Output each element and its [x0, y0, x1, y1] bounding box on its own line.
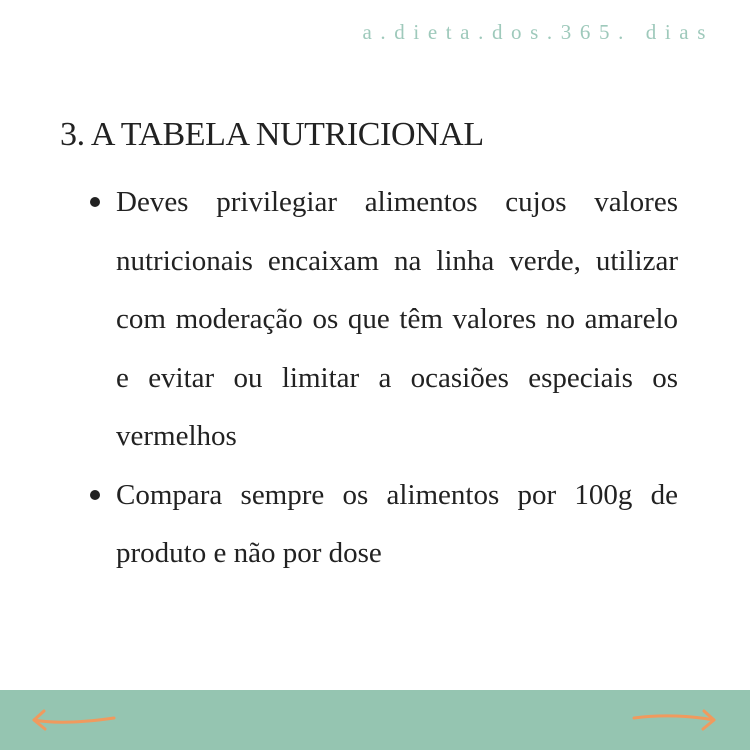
- bullet-dot-icon: [90, 490, 100, 500]
- brand-watermark: a.dieta.dos.365. dias: [362, 20, 714, 44]
- arrow-right-icon[interactable]: [632, 703, 718, 737]
- list-item-text: Compara sempre os alimentos por 100g de produto e não por dose: [116, 478, 678, 569]
- page-title: 3. A TABELA NUTRICIONAL: [60, 116, 484, 153]
- list-item: [90, 173, 678, 466]
- bullet-dot-icon: [90, 197, 100, 207]
- bullet-list: [90, 173, 678, 583]
- arrow-left-icon[interactable]: [30, 703, 116, 737]
- list-item-text: Deves privilegiar alimentos cujos valores nutricionais encaixam na linha verde, utilizar com moderação os que têm valores no amarelo e evitar ou limitar a ocasiões especiais os vermelhos: [116, 186, 678, 452]
- list-item: [90, 466, 678, 583]
